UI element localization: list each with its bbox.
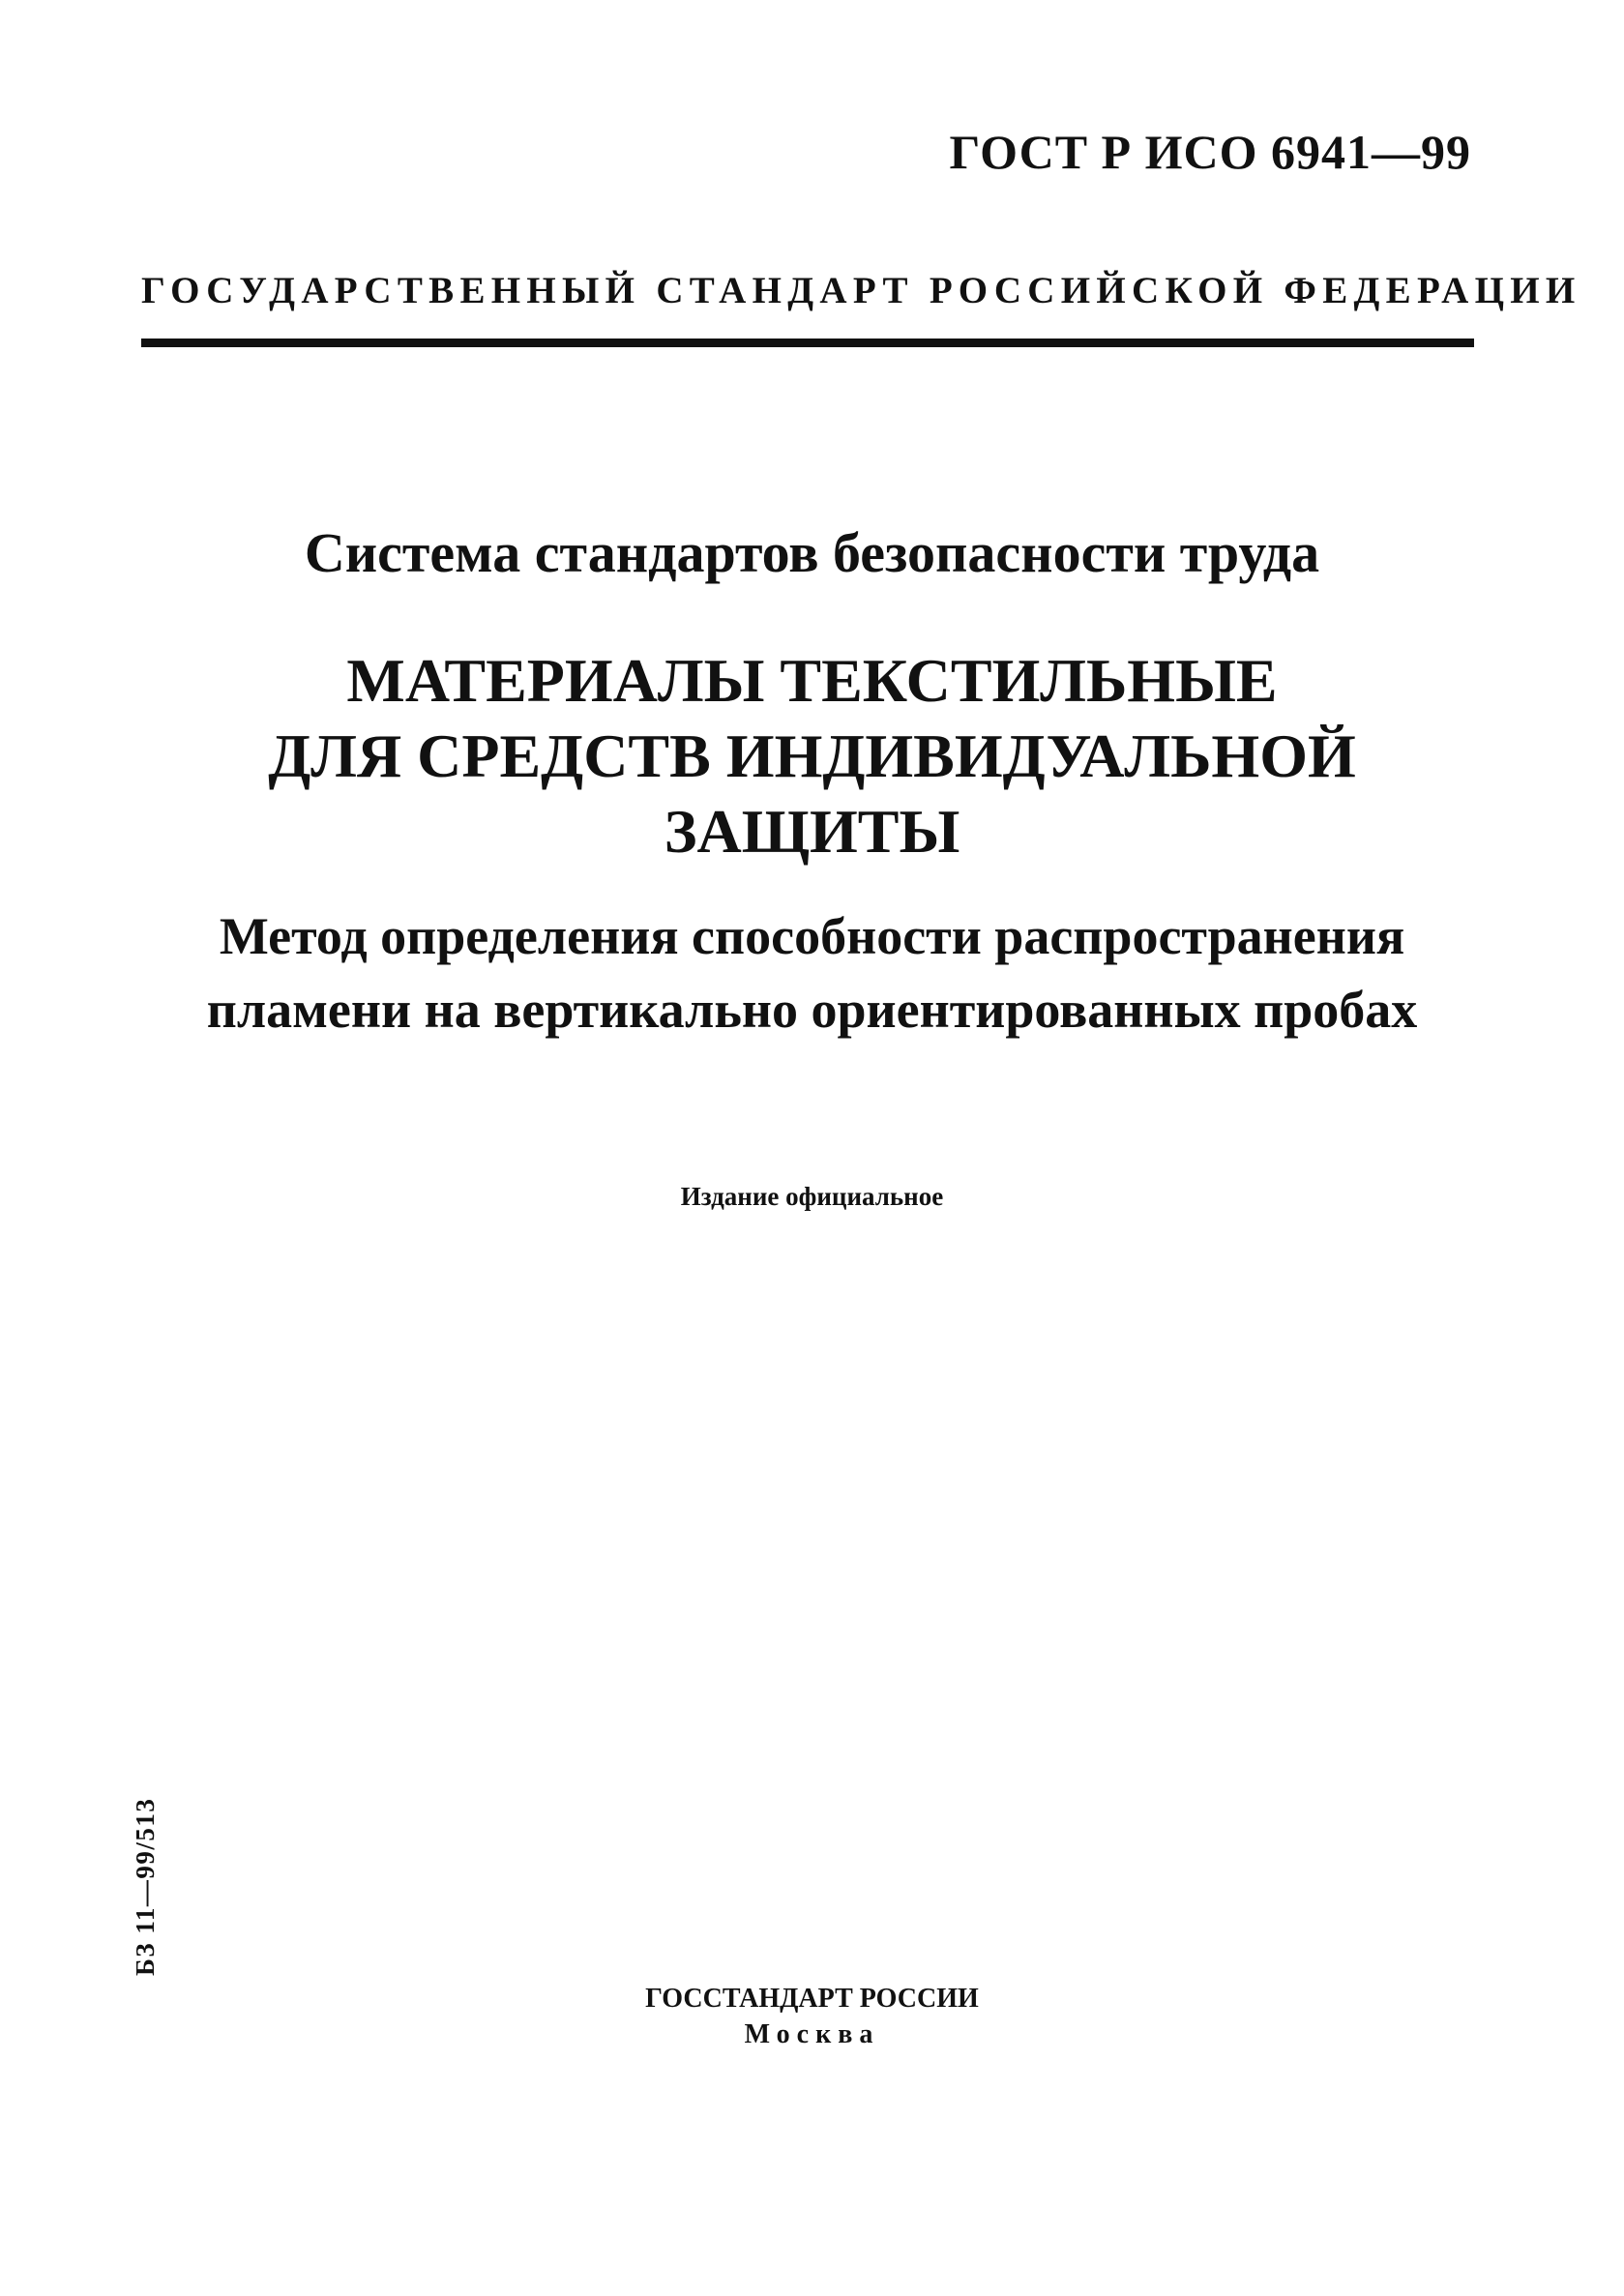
main-title-line-1: МАТЕРИАЛЫ ТЕКСТИЛЬНЫЕ xyxy=(346,646,1278,715)
side-registration-code: БЗ 11—99/513 xyxy=(131,1797,160,1976)
subtitle-line-2: пламени на вертикально ориентированных пробах xyxy=(206,981,1418,1039)
standard-number: ГОСТ Р ИСО 6941—99 xyxy=(949,125,1471,179)
subtitle-line-1: Метод определения способности распространения xyxy=(219,907,1405,965)
subtitle xyxy=(0,899,1624,1046)
edition-note: Издание официальное xyxy=(680,1182,944,1211)
state-standard-heading: ГОСУДАРСТВЕННЫЙ СТАНДАРТ РОССИЙСКОЙ ФЕДЕРАЦИИ xyxy=(141,270,1581,311)
main-title-line-2: ДЛЯ СРЕДСТВ ИНДИВИДУАЛЬНОЙ xyxy=(268,721,1356,790)
publication-city: Москва xyxy=(744,2019,880,2049)
main-title xyxy=(0,643,1624,869)
system-title: Система стандартов безопасности труда xyxy=(304,521,1320,584)
main-title-line-3: ЗАЩИТЫ xyxy=(664,797,960,866)
publisher: ГОССТАНДАРТ РОССИИ xyxy=(645,1984,979,2014)
header-rule xyxy=(141,339,1474,347)
